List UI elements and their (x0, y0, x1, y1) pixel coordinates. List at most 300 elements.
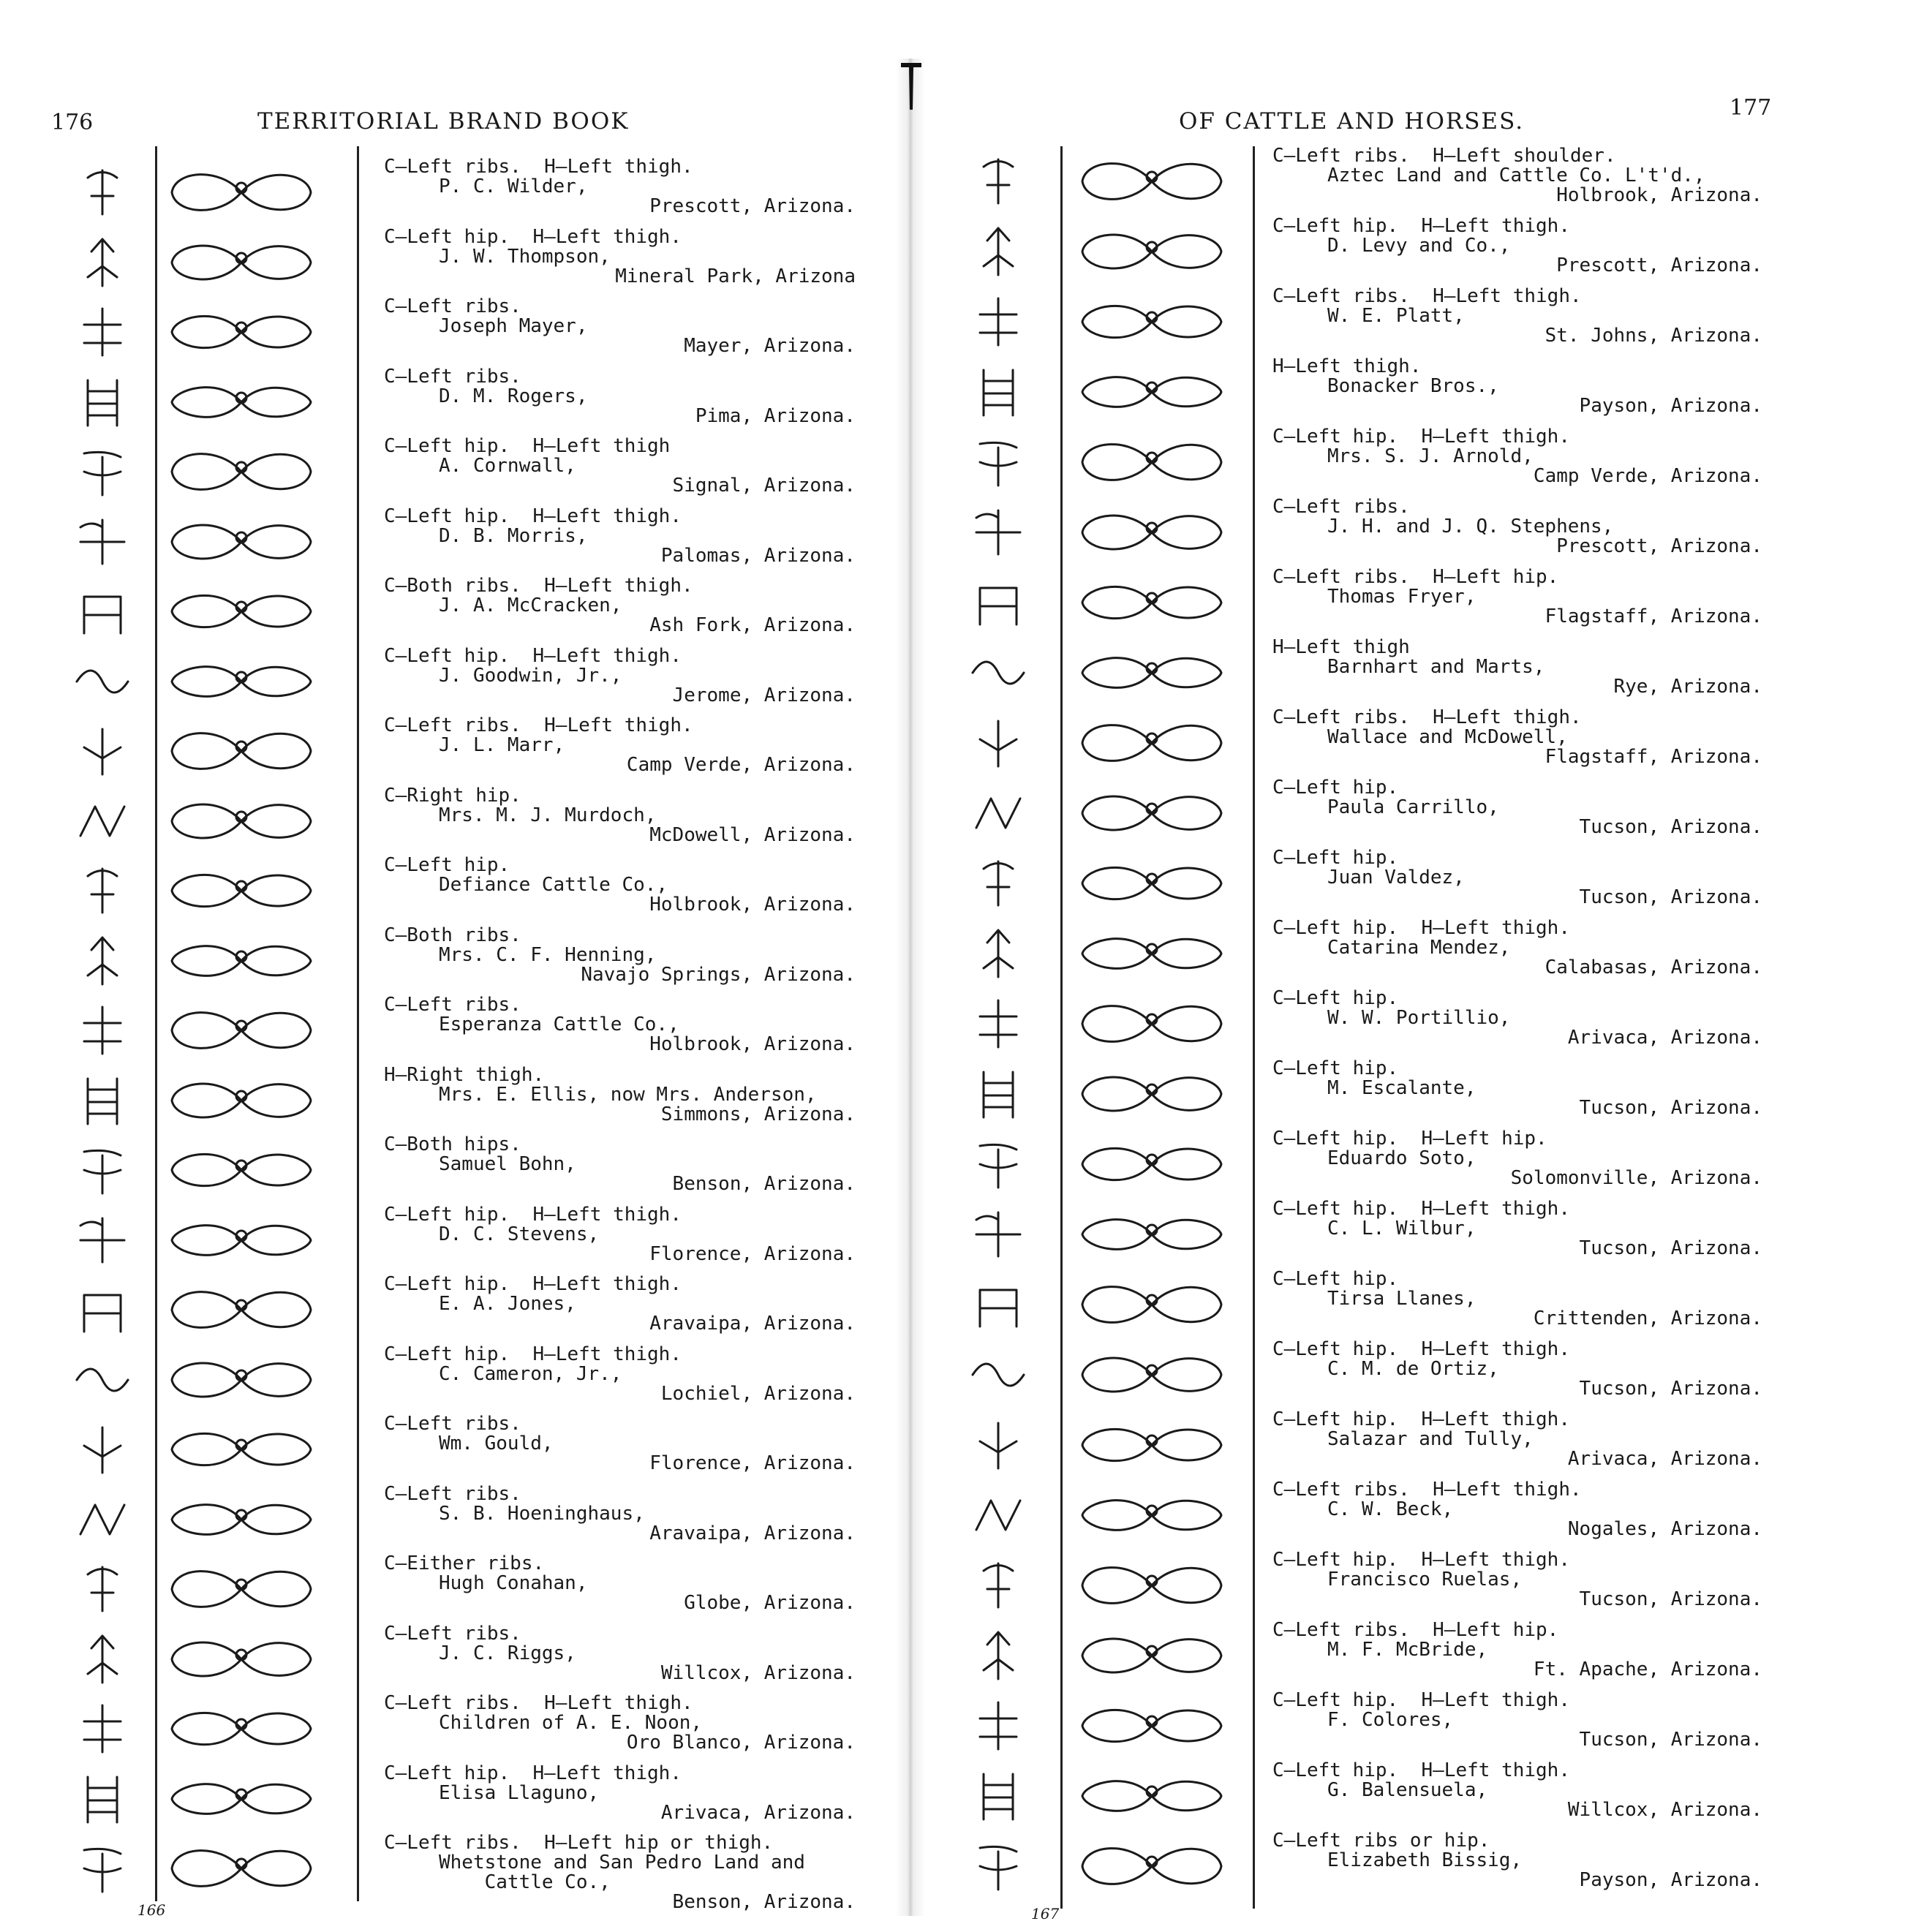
entry-owner: J. A. McCracken, (439, 595, 622, 616)
entry-owner: Paula Carrillo, (1327, 796, 1499, 818)
cattle-hide-diagram-icon (1071, 1416, 1232, 1474)
script-e-brand-icon (958, 1205, 1038, 1264)
entry-marks: C—Left hip. H—Left thigh. (1272, 1549, 1570, 1571)
entry-marks: C—Left hip. H—Left thigh. (1272, 917, 1570, 939)
cross-bar-brand-icon (62, 303, 143, 361)
entry-owner: C. L. Wilbur, (1327, 1218, 1476, 1239)
entry-place: Tucson, Arizona. (1579, 816, 1762, 838)
entry-place: Aravaipa, Arizona. (649, 1522, 856, 1544)
entry-owner: J. H. and J. Q. Stephens, (1327, 516, 1614, 537)
entry-owner: J. C. Riggs, (439, 1642, 576, 1664)
brand-entry (1272, 1269, 1762, 1329)
box-bar-brand-icon (62, 1001, 143, 1060)
entry-place: Mineral Park, Arizona (615, 265, 856, 287)
cattle-hide-diagram-icon (1071, 363, 1232, 421)
arrow-scroll-brand-icon (958, 1767, 1038, 1825)
cattle-hide-diagram-icon (161, 582, 322, 641)
entry-place: Prescott, Arizona. (649, 195, 856, 217)
brand-entry (384, 786, 856, 845)
entry-owner: Tirsa Llanes, (1327, 1288, 1476, 1310)
cattle-hide-diagram-icon (1071, 995, 1232, 1053)
entry-marks: C—Left ribs. H—Left shoulder. (1272, 145, 1616, 167)
entry-place: Aravaipa, Arizona. (649, 1313, 856, 1335)
dotted-u-brand-icon (62, 1071, 143, 1130)
cattle-hide-diagram-icon (1071, 152, 1232, 211)
entry-marks: C—Left ribs. (1272, 496, 1410, 518)
brand-entry (1272, 848, 1762, 907)
script-i-brand-icon (958, 1416, 1038, 1474)
entry-place: Benson, Arizona. (672, 1891, 856, 1913)
cattle-hide-diagram-icon (161, 513, 322, 571)
entry-place: Jerome, Arizona. (672, 684, 856, 706)
entry-marks: C—Both ribs. (384, 924, 521, 946)
entry-owner: Wm. Gould, (439, 1433, 554, 1454)
entry-marks: C—Both ribs. H—Left thigh. (384, 575, 693, 597)
entry-owner: C. Cameron, Jr., (439, 1362, 622, 1385)
brand-entry (384, 507, 856, 566)
entry-owner: Barnhart and Marts, (1327, 656, 1545, 678)
entry-marks: C—Left hip. H—Left thigh (384, 435, 671, 457)
entry-marks: C—Left hip. H—Left thigh. (384, 505, 682, 527)
entry-place: Holbrook, Arizona. (649, 1033, 856, 1055)
entry-marks: C—Left hip. H—Left thigh. (384, 225, 682, 248)
rafter-arrow-brand-icon (62, 1211, 143, 1269)
bar-loop-brand-icon (62, 1351, 143, 1409)
brand-entry (384, 1135, 856, 1194)
left-page (0, 0, 914, 1932)
tree-brand-icon (62, 1560, 143, 1618)
brand-entry (384, 297, 856, 356)
entry-marks: C—Left hip. (1272, 777, 1399, 799)
figure-brand-icon (62, 1770, 143, 1828)
entry-marks: C—Left hip. H—Left thigh. (384, 1203, 682, 1226)
entry-place: Prescott, Arizona. (1556, 535, 1762, 557)
entry-marks: C—Left ribs. H—Left hip or thigh. (384, 1832, 774, 1854)
entry-owner: Hugh Conahan, (439, 1572, 588, 1594)
cattle-hide-diagram-icon (1071, 1275, 1232, 1334)
pitchfork-brand-icon (62, 1420, 143, 1479)
entry-marks: C—Left hip. (384, 854, 510, 876)
entry-place: Oro Blanco, Arizona. (626, 1732, 856, 1754)
column-rule (1253, 146, 1255, 1909)
entry-place: Tucson, Arizona. (1579, 1378, 1762, 1400)
cattle-hide-diagram-icon (1071, 433, 1232, 491)
entry-marks: C—Left ribs. H—Left thigh. (384, 1692, 693, 1714)
entry-marks: C—Left hip. H—Left thigh. (384, 1273, 682, 1295)
right-page (914, 0, 1916, 1932)
entry-place: Camp Verde, Arizona. (626, 754, 856, 776)
cattle-hide-diagram-icon (1071, 1556, 1232, 1615)
step-box-brand-icon (62, 652, 143, 711)
brand-entry (1272, 1410, 1762, 1469)
entry-marks: C—Left hip. (1272, 987, 1399, 1009)
brand-entry (384, 1345, 856, 1404)
brand-entry (1272, 778, 1762, 837)
cattle-hide-diagram-icon (161, 861, 322, 920)
cattle-hide-diagram-icon (161, 722, 322, 780)
entry-place: Florence, Arizona. (649, 1452, 856, 1474)
entry-place: Ash Fork, Arizona. (649, 614, 856, 636)
entry-owner: Mrs. E. Ellis, now Mrs. Anderson, (439, 1083, 817, 1106)
brand-entry (1272, 427, 1762, 486)
brand-entry (384, 646, 856, 706)
arrow-brand-icon (62, 233, 143, 292)
script-l-brand-icon (958, 644, 1038, 702)
entry-owner: J. L. Marr, (439, 734, 565, 756)
entry-place: Lochiel, Arizona. (660, 1382, 856, 1405)
brand-entry (1272, 1831, 1762, 1890)
entry-owner: F. Colores, (1327, 1709, 1454, 1731)
cattle-hide-diagram-icon (161, 1071, 322, 1130)
entry-place: Benson, Arizona. (672, 1173, 856, 1195)
entry-owner: Children of A. E. Noon, (439, 1712, 703, 1734)
brand-entry (384, 1833, 856, 1912)
entry-owner: Juan Valdez, (1327, 867, 1465, 888)
brand-entry (1272, 918, 1762, 978)
cattle-hide-diagram-icon (1071, 222, 1232, 281)
cattle-hide-diagram-icon (1071, 1837, 1232, 1895)
entry-place: Tucson, Arizona. (1579, 886, 1762, 908)
brand-entry (384, 716, 856, 775)
entry-marks: C—Left hip. H—Left thigh. (384, 1762, 682, 1784)
entry-place: Willcox, Arizona. (1567, 1799, 1762, 1821)
entry-owner: Samuel Bohn, (439, 1153, 576, 1175)
entry-place: Prescott, Arizona. (1556, 254, 1762, 276)
entry-owner: Defiance Cattle Co., (439, 874, 668, 896)
entry-owner: A. Cornwall, (439, 455, 576, 477)
entry-owner: Esperanza Cattle Co., (439, 1014, 679, 1035)
wave-brand-icon (958, 293, 1038, 351)
brand-entry (384, 1624, 856, 1683)
entry-place: Arivaca, Arizona. (660, 1801, 856, 1824)
entry-owner: G. Balensuela, (1327, 1779, 1488, 1801)
brand-entry (1272, 989, 1762, 1048)
entry-place: Arivaca, Arizona. (1567, 1448, 1762, 1470)
cattle-hide-diagram-icon (1071, 1205, 1232, 1264)
brand-entry (1272, 638, 1762, 697)
entry-place: Tucson, Arizona. (1579, 1097, 1762, 1119)
entry-place: Holbrook, Arizona. (1556, 184, 1762, 206)
box-post-brand-icon (62, 861, 143, 920)
script-u-brand-icon (958, 1486, 1038, 1544)
entry-place: Pima, Arizona. (695, 404, 856, 427)
entry-place: Willcox, Arizona. (660, 1661, 856, 1684)
cattle-hide-diagram-icon (161, 1560, 322, 1618)
entry-owner: Joseph Mayer, (439, 315, 588, 337)
entry-place: Navajo Springs, Arizona. (581, 963, 856, 986)
entry-owner: Bonacker Bros., (1327, 375, 1499, 397)
step-bar-brand-icon (62, 1141, 143, 1199)
cattle-hide-diagram-icon (1071, 503, 1232, 562)
pi-brand-icon (62, 1280, 143, 1339)
cattle-hide-diagram-icon (161, 303, 322, 361)
heart-scroll-brand-icon (958, 924, 1038, 983)
entry-owner: Wallace and McDowell, (1327, 726, 1568, 748)
entry-owner: Catarina Mendez, (1327, 937, 1511, 959)
cattle-hide-diagram-icon (161, 442, 322, 501)
entry-owner: Thomas Fryer, (1327, 586, 1476, 608)
brand-entry (1272, 1199, 1762, 1259)
open-box-post-brand-icon (62, 932, 143, 990)
entry-place: Florence, Arizona. (649, 1242, 856, 1265)
entry-marks: C—Left hip. H—Left hip. (1272, 1128, 1547, 1150)
cattle-hide-diagram-icon (1071, 1697, 1232, 1755)
column-rule (357, 146, 359, 1901)
brand-entry (384, 367, 856, 426)
entry-owner: P. C. Wilder, (439, 176, 588, 197)
entry-marks: C—Left ribs. H—Left hip. (1272, 1619, 1559, 1641)
entry-place: Payson, Arizona. (1579, 1869, 1762, 1891)
brand-entry (1272, 146, 1762, 205)
curled-rope-brand-icon (62, 163, 143, 222)
entry-owner: D. M. Rogers, (439, 385, 588, 407)
brand-entry (384, 1694, 856, 1753)
h-bar-brand-icon (958, 222, 1038, 281)
entry-owner: D. B. Morris, (439, 524, 588, 547)
cup-brand-icon (62, 792, 143, 850)
entry-marks: C—Left ribs. (384, 295, 521, 317)
entry-marks: C—Left hip. H—Left thigh. (1272, 1338, 1570, 1360)
cattle-hide-diagram-icon (1071, 1065, 1232, 1123)
entry-place: Calabasas, Arizona. (1545, 956, 1762, 978)
brand-entry (1272, 1691, 1762, 1750)
entry-owner: Mrs. S. J. Arnold, (1327, 445, 1534, 467)
brand-entry (384, 926, 856, 985)
brand-entry (384, 1414, 856, 1473)
entry-place: Tucson, Arizona. (1579, 1729, 1762, 1751)
entry-marks: C—Left ribs. (384, 1622, 521, 1645)
brand-entry (384, 1484, 856, 1544)
entry-marks: H—Left thigh. (1272, 355, 1422, 377)
entry-owner: D. Levy and Co., (1327, 235, 1511, 257)
brand-entry (1272, 216, 1762, 276)
scroll-cross-brand-icon (958, 1837, 1038, 1895)
cattle-hide-diagram-icon (161, 1630, 322, 1688)
cattle-hide-diagram-icon (161, 1351, 322, 1409)
entry-marks: C—Left hip. H—Left thigh. (384, 644, 682, 667)
entry-place: McDowell, Arizona. (649, 823, 856, 846)
entry-owner: E. A. Jones, (439, 1293, 576, 1315)
brand-entry (384, 437, 856, 496)
chevrons-brand-icon (62, 1699, 143, 1758)
brand-entry (1272, 1550, 1762, 1610)
column-rule (155, 146, 157, 1901)
entry-marks: C—Left hip. H—Left thigh. (1272, 1689, 1570, 1711)
entry-marks: C—Left hip. (1272, 1057, 1399, 1079)
slant-ladder-brand-icon (62, 373, 143, 431)
entry-owner: Mrs. C. F. Henning, (439, 943, 657, 966)
cattle-hide-diagram-icon (161, 792, 322, 850)
entry-place: Signal, Arizona. (672, 475, 856, 497)
hash-knife-brand-icon (958, 152, 1038, 211)
bracket-brand-icon (958, 1556, 1038, 1615)
entry-place: Tucson, Arizona. (1579, 1588, 1762, 1610)
arch-brand-icon (958, 784, 1038, 842)
entry-place: Payson, Arizona. (1579, 395, 1762, 417)
cattle-hide-diagram-icon (1071, 1767, 1232, 1825)
entry-place: Crittenden, Arizona. (1533, 1308, 1762, 1329)
brand-entry (1272, 567, 1762, 627)
entry-marks: C—Left hip. H—Left thigh. (1272, 1759, 1570, 1781)
entry-owner: Mrs. M. J. Murdoch, (439, 804, 657, 826)
entry-place: Flagstaff, Arizona. (1545, 605, 1762, 627)
brand-entry (384, 227, 856, 287)
hook-cross-brand-icon (62, 722, 143, 780)
folio-mark: 166 (137, 1901, 166, 1919)
entry-owner: Francisco Ruelas, (1327, 1569, 1523, 1590)
cattle-hide-diagram-icon (1071, 854, 1232, 913)
cattle-hide-diagram-icon (1071, 1486, 1232, 1544)
brand-entry (384, 1764, 856, 1823)
entry-place: Tucson, Arizona. (1579, 1237, 1762, 1259)
entry-marks: C—Left ribs. H—Left thigh. (384, 156, 693, 178)
page-number: 177 (1730, 95, 1772, 121)
entry-owner: C. M. de Ortiz, (1327, 1358, 1499, 1380)
running-title: OF CATTLE AND HORSES. (1179, 108, 1525, 135)
entry-owner: J. W. Thompson, (439, 245, 611, 268)
entry-place: Camp Verde, Arizona. (1533, 465, 1762, 487)
cattle-hide-diagram-icon (161, 1770, 322, 1828)
entry-owner: Eduardo Soto, (1327, 1147, 1476, 1169)
entry-owner: D. C. Stevens, (439, 1223, 600, 1245)
ladder-brand-icon (62, 442, 143, 501)
script-s-brand-icon (958, 714, 1038, 772)
cattle-hide-diagram-icon (161, 1699, 322, 1758)
entry-owner: Elizabeth Bissig, (1327, 1849, 1523, 1871)
slant-ladder-brand-icon (62, 513, 143, 571)
brand-entry (1272, 497, 1762, 556)
script-fc-brand-icon (958, 854, 1038, 913)
entry-marks: H—Right thigh. (384, 1063, 545, 1086)
entry-marks: C—Left hip. H—Left thigh. (1272, 1198, 1570, 1220)
curly-i-brand-icon (958, 433, 1038, 491)
anchor-scroll-brand-icon (958, 1065, 1038, 1123)
cattle-hide-diagram-icon (1071, 1626, 1232, 1685)
script-t-brand-icon (958, 1135, 1038, 1193)
brand-entry (384, 576, 856, 635)
script-f-brand-icon (958, 1626, 1038, 1685)
entry-place: Holbrook, Arizona. (649, 894, 856, 916)
entry-marks: C—Left hip. H—Left thigh. (1272, 426, 1570, 448)
x-hook-brand-icon (62, 1839, 143, 1898)
entry-place: Ft. Apache, Arizona. (1533, 1659, 1762, 1680)
cattle-hide-diagram-icon (161, 652, 322, 711)
cattle-hide-diagram-icon (1071, 1135, 1232, 1193)
entry-marks: C—Either ribs. (384, 1552, 545, 1574)
curly-t-brand-icon (958, 363, 1038, 421)
entry-marks: C—Left hip. (1272, 847, 1399, 869)
cattle-hide-diagram-icon (1071, 573, 1232, 632)
entry-owner: W. W. Portillio, (1327, 1007, 1511, 1029)
cattle-hide-diagram-icon (1071, 1346, 1232, 1404)
entry-owner: C. W. Beck, (1327, 1498, 1454, 1520)
entry-marks: C—Left hip. (1272, 1268, 1399, 1290)
entry-owner: Salazar and Tully, (1327, 1428, 1534, 1450)
brand-entry (384, 1554, 856, 1613)
entry-marks: C—Left ribs. H—Left thigh. (384, 714, 693, 736)
cattle-hide-diagram-icon (161, 1490, 322, 1549)
brand-entry (1272, 708, 1762, 767)
cattle-hide-diagram-icon (161, 1280, 322, 1339)
entry-place: Nogales, Arizona. (1567, 1518, 1762, 1540)
horns-brand-icon (958, 1697, 1038, 1755)
folio-mark: 167 (1031, 1905, 1060, 1922)
entry-marks: C—Left ribs. H—Left thigh. (1272, 1479, 1582, 1501)
j-four-brand-icon (958, 1346, 1038, 1404)
brand-entry (384, 1205, 856, 1264)
entry-owner: J. Goodwin, Jr., (439, 664, 622, 687)
entry-owner: S. B. Hoeninghaus, (439, 1502, 645, 1525)
entry-marks: C—Left ribs. (384, 1413, 521, 1435)
entry-marks: C—Left ribs. H—Left hip. (1272, 566, 1559, 588)
brand-entry (1272, 1761, 1762, 1820)
double-cross-brand-icon (62, 582, 143, 641)
cattle-hide-diagram-icon (1071, 293, 1232, 351)
entry-owner: Elisa Llaguno, (439, 1781, 600, 1804)
script-k-brand-icon (958, 995, 1038, 1053)
running-title: TERRITORIAL BRAND BOOK (257, 108, 630, 135)
entry-place: Mayer, Arizona. (684, 335, 856, 357)
entry-marks: C—Left ribs. (384, 365, 521, 388)
taurus-brand-icon (958, 503, 1038, 562)
brand-entry (1272, 1059, 1762, 1118)
entry-marks: C—Left hip. H—Left thigh. (1272, 1408, 1570, 1430)
cattle-hide-diagram-icon (161, 373, 322, 431)
brand-entry (1272, 357, 1762, 416)
brand-entry (1272, 1129, 1762, 1188)
entry-marks: C—Left ribs. H—Left thigh. (1272, 706, 1582, 728)
entry-marks: C—Left ribs or hip. (1272, 1830, 1490, 1852)
entry-marks: C—Both hips. (384, 1133, 521, 1155)
entry-place: Palomas, Arizona. (660, 544, 856, 567)
snake-brand-icon (62, 1490, 143, 1549)
brand-entry (1272, 287, 1762, 346)
entry-place: Simmons, Arizona. (660, 1103, 856, 1125)
entry-owner: W. E. Platt, (1327, 305, 1465, 327)
brand-entry (384, 856, 856, 915)
cattle-hide-diagram-icon (161, 1420, 322, 1479)
entry-marks: C—Left ribs. (384, 994, 521, 1016)
aries-brand-icon (958, 573, 1038, 632)
entry-place: Globe, Arizona. (684, 1592, 856, 1614)
cattle-hide-diagram-icon (161, 1001, 322, 1060)
cattle-hide-diagram-icon (161, 1211, 322, 1269)
entry-marks: C—Left ribs. (384, 1482, 521, 1505)
cattle-hide-diagram-icon (1071, 714, 1232, 772)
entry-owner: M. Escalante, (1327, 1077, 1476, 1099)
brand-entry (1272, 1620, 1762, 1680)
cattle-hide-diagram-icon (1071, 924, 1232, 983)
entry-owner: Aztec Land and Cattle Co. L't'd., (1327, 165, 1705, 186)
entry-marks: H—Left thigh (1272, 636, 1410, 658)
cattle-hide-diagram-icon (161, 932, 322, 990)
brand-entry (1272, 1480, 1762, 1539)
entry-marks: C—Left ribs. H—Left thigh. (1272, 285, 1582, 307)
entry-place: Arivaca, Arizona. (1567, 1027, 1762, 1049)
entry-place: Rye, Arizona. (1613, 676, 1762, 698)
entry-marks: C—Left hip. H—Left thigh. (384, 1343, 682, 1365)
page-number: 176 (51, 110, 94, 135)
cattle-hide-diagram-icon (1071, 784, 1232, 842)
entry-owner: M. F. McBride, (1327, 1639, 1488, 1661)
cross-arrow-brand-icon (62, 1630, 143, 1688)
column-rule (1060, 146, 1063, 1909)
entry-place: Solomonville, Arizona. (1510, 1167, 1762, 1189)
entry-place: St. Johns, Arizona. (1545, 325, 1762, 347)
cattle-hide-diagram-icon (161, 1141, 322, 1199)
cattle-hide-diagram-icon (161, 163, 322, 222)
entry-owner: Whetstone and San Pedro Land and Cattle Co., (439, 1852, 805, 1893)
